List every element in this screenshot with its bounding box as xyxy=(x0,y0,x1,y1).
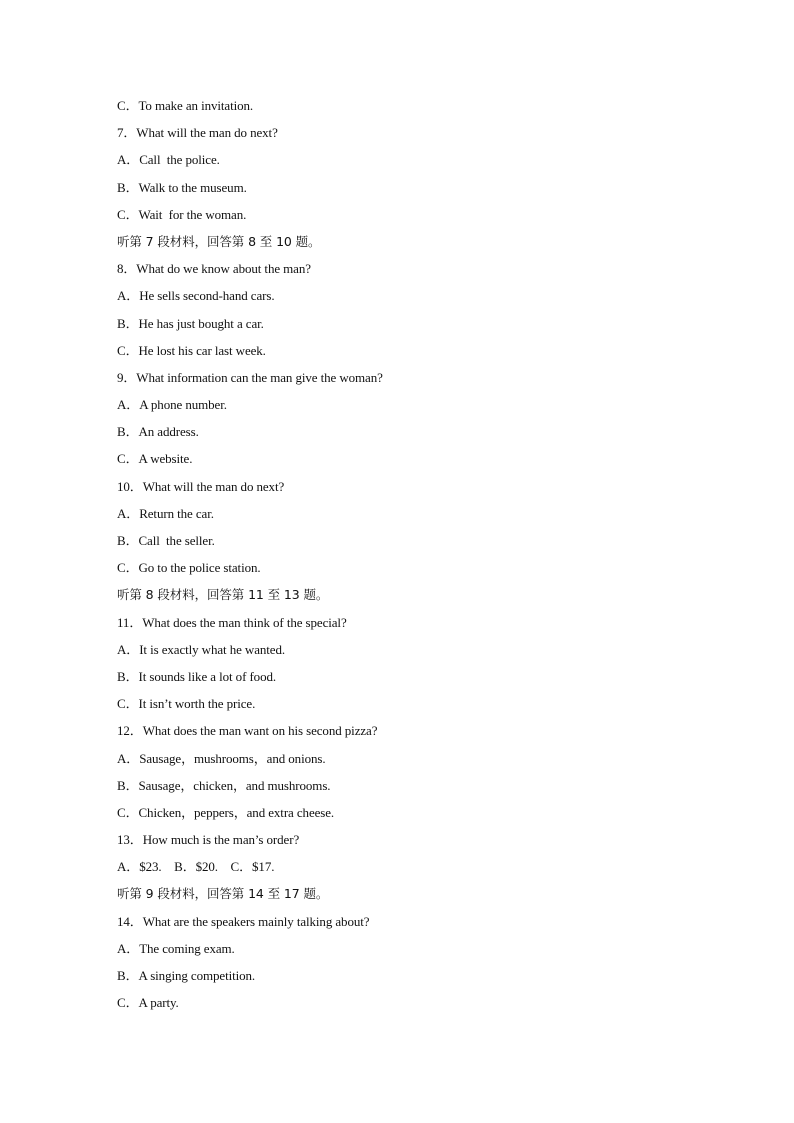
section-instruction: 听第 7 段材料，回答第 8 至 10 题。 xyxy=(117,233,321,249)
answer-option: A．Sausage，mushrooms，and onions. xyxy=(117,750,326,766)
answer-option: C．Go to the police station. xyxy=(117,560,261,576)
answer-option: B．He has just bought a car. xyxy=(117,315,264,331)
answer-option: B．Walk to the museum. xyxy=(117,179,247,195)
answer-option: A．The coming exam. xyxy=(117,940,235,956)
question-text: 14．What are the speakers mainly talking about? xyxy=(117,913,370,929)
question-text: 10．What will the man do next? xyxy=(117,478,285,494)
answer-option: C．Wait for the woman. xyxy=(117,206,247,222)
answer-option: B．Sausage，chicken，and mushrooms. xyxy=(117,777,331,793)
answer-option: C．He lost his car last week. xyxy=(117,342,266,358)
answer-option: A．It is exactly what he wanted. xyxy=(117,641,286,657)
answer-option: C．To make an invitation. xyxy=(117,98,254,113)
question-text: 11．What does the man think of the special? xyxy=(117,614,347,630)
section-instruction: 听第 8 段材料，回答第 11 至 13 题。 xyxy=(117,587,329,603)
question-list xyxy=(117,95,757,1019)
answer-option: C．Chicken，peppers，and extra cheese. xyxy=(117,804,335,820)
answer-option: B．It sounds like a lot of food. xyxy=(117,668,277,684)
answer-option: B．An address. xyxy=(117,424,199,440)
question-text: 9．What information can the man give the woman? xyxy=(117,369,383,385)
answer-option: A．A phone number. xyxy=(117,397,227,413)
question-text: 12．What does the man want on his second pizza? xyxy=(117,723,378,739)
answer-option: C．A party. xyxy=(117,995,179,1011)
answer-option: B．A singing competition. xyxy=(117,968,256,983)
answer-option: A．He sells second-hand cars. xyxy=(117,288,275,304)
question-text: 8．What do we know about the man? xyxy=(117,261,311,277)
answer-option: C．A website. xyxy=(117,451,193,467)
answer-option: A．Return the car. xyxy=(117,505,214,521)
answer-option: A．$23. B．$20. C．$17. xyxy=(117,859,275,875)
section-instruction: 听第 9 段材料，回答第 14 至 17 题。 xyxy=(117,886,329,902)
answer-option: C．It isn’t worth the price. xyxy=(117,696,256,712)
answer-option: A．Call the police. xyxy=(117,152,220,168)
question-text: 13．How much is the man’s order? xyxy=(117,832,300,848)
answer-option: B．Call the seller. xyxy=(117,533,215,548)
question-text: 7．What will the man do next? xyxy=(117,125,278,141)
